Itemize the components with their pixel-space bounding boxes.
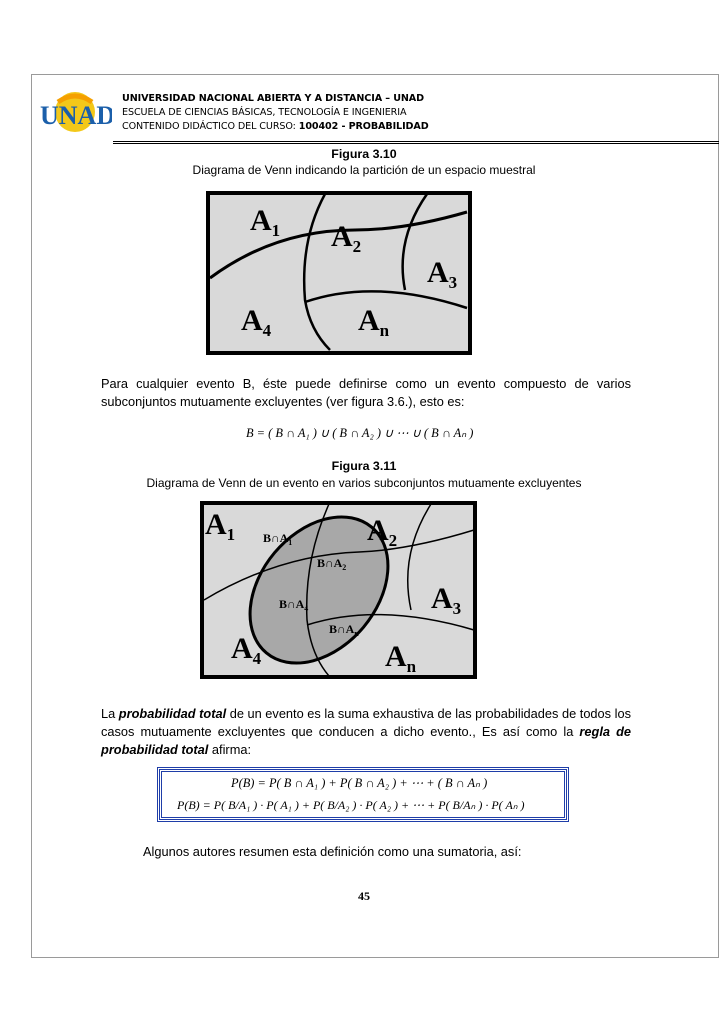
label2-a4: $A_4$ — [231, 632, 262, 668]
school-name: ESCUELA DE CIENCIAS BÁSICAS, TECNOLOGÍA E INGENIERIA — [122, 107, 407, 118]
paragraph-2 — [101, 705, 631, 759]
logo-text: UNAD — [40, 101, 112, 130]
header-rule-2 — [113, 143, 719, 144]
figure2-caption: Diagrama de Venn de un evento en varios subconjuntos mutuamente excluyentes — [146, 476, 582, 490]
venn-diagram-partition — [205, 190, 473, 356]
unad-logo-graphic — [38, 88, 112, 134]
figure1-caption: Diagrama de Venn indicando la partición de un espacio muestral — [192, 163, 536, 177]
label-b-a1: $B\cap A_1$ — [263, 531, 293, 547]
figure2-number: Figura 3.11 — [331, 459, 397, 473]
label-a4: $A_4$ — [241, 304, 272, 340]
label2-a2: $A_2$ — [367, 514, 398, 550]
header-rule — [113, 141, 719, 142]
label2-an: $A_n$ — [385, 640, 417, 676]
header-text — [122, 92, 429, 134]
unad-logo — [38, 88, 112, 134]
paragraph-1: Para cualquier evento B, éste puede definirse como un evento compuesto de varios subconjuntos mutuamente excluyentes (ver figura 3.6.), esto es: — [101, 376, 631, 409]
label-a1: $A_1$ — [250, 204, 281, 240]
university-name: UNIVERSIDAD NACIONAL ABIERTA Y A DISTANCIA – UNAD — [122, 93, 425, 104]
label-a3: $A_3$ — [427, 256, 458, 292]
figure1-number: Figura 3.10 — [331, 147, 397, 161]
formula-partition: B = ( B ∩ A₁ ) ∪ ( B ∩ A₂ ) ∪ ⋯ ∪ ( B ∩ Aₙ ) — [246, 426, 474, 440]
label2-a3: $A_3$ — [431, 582, 462, 618]
label-b-an: $B\cap A_n$ — [329, 622, 359, 638]
label-a2: $A_2$ — [331, 220, 362, 256]
p2-term-total-rule: regla de probabilidad total — [101, 724, 632, 757]
page-number: 45 — [358, 889, 370, 903]
label-b-a4: $B\cap A_4$ — [279, 597, 309, 613]
course-name: 100402 - PROBABILIDAD — [298, 121, 429, 132]
label2-a1: $A_1$ — [205, 508, 236, 544]
p2-text-2: de un evento es la suma exhaustiva de las probabilidades de todos los casos mutuamente excluyentes que conducen a dicho evento., Es así como la — [101, 706, 631, 739]
formula-total-probability: P(B) = P( B ∩ A₁ ) + P( B ∩ A₂ ) + ⋯ + ( B ∩ Aₙ ) — [231, 776, 488, 790]
p2-term-total-probability: probabilidad total — [118, 706, 227, 721]
course-line — [122, 120, 429, 134]
course-prefix: CONTENIDO DIDÁCTICO DEL CURSO: — [122, 121, 299, 132]
label-b-a2: $B\cap A_2$ — [317, 556, 347, 572]
label-an: $A_n$ — [358, 304, 390, 340]
formula-total-probability-conditional: P(B) = P( B/A₁ ) · P( A₁ ) + P( B/A₂ ) · P( A₂ ) + ⋯ + P( B/Aₙ ) · P( Aₙ ) — [177, 798, 525, 812]
paragraph-3: Algunos autores resumen esta definición como una sumatoria, así: — [143, 844, 522, 859]
p2-text-1: La — [101, 706, 119, 721]
venn-diagram-event — [199, 500, 478, 680]
p2-text-3: afirma: — [208, 742, 252, 757]
